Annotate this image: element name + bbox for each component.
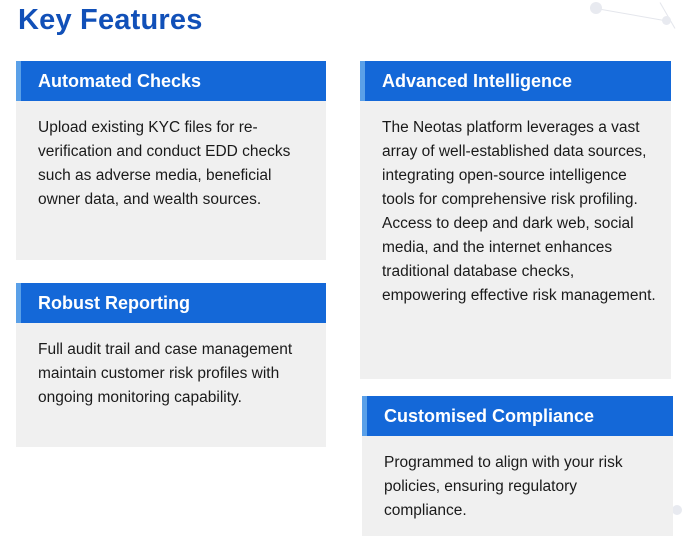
feature-card-title: Automated Checks [16, 61, 326, 101]
decorative-dot [590, 2, 602, 14]
page-title: Key Features [18, 4, 203, 36]
feature-card-customised-compliance [362, 396, 673, 536]
feature-card-title: Customised Compliance [362, 396, 673, 436]
decorative-dot [662, 16, 671, 25]
feature-card-description: Upload existing KYC files for re-verification and conduct EDD checks such as adverse media, beneficial owner data, and wealth sources. [38, 119, 291, 208]
feature-card-description: Full audit trail and case management maintain customer risk profiles with ongoing monitoring capability. [38, 341, 293, 406]
feature-card-description: Programmed to align with your risk policies, ensuring regulatory compliance. [384, 454, 623, 519]
feature-card-advanced-intelligence [360, 61, 671, 379]
feature-card-title: Advanced Intelligence [360, 61, 671, 101]
feature-card-robust-reporting [16, 283, 326, 447]
feature-card-title: Robust Reporting [16, 283, 326, 323]
feature-card-automated-checks [16, 61, 326, 260]
feature-card-description: The Neotas platform leverages a vast array of well-established data sources, integrating open-source intelligence tools for comprehensive risk profiling. Access to deep and dark web, social media, and the internet enhances traditional database checks, empowering effective risk management. [382, 119, 656, 304]
decorative-network-line [596, 8, 665, 21]
decorative-dot [672, 505, 682, 515]
